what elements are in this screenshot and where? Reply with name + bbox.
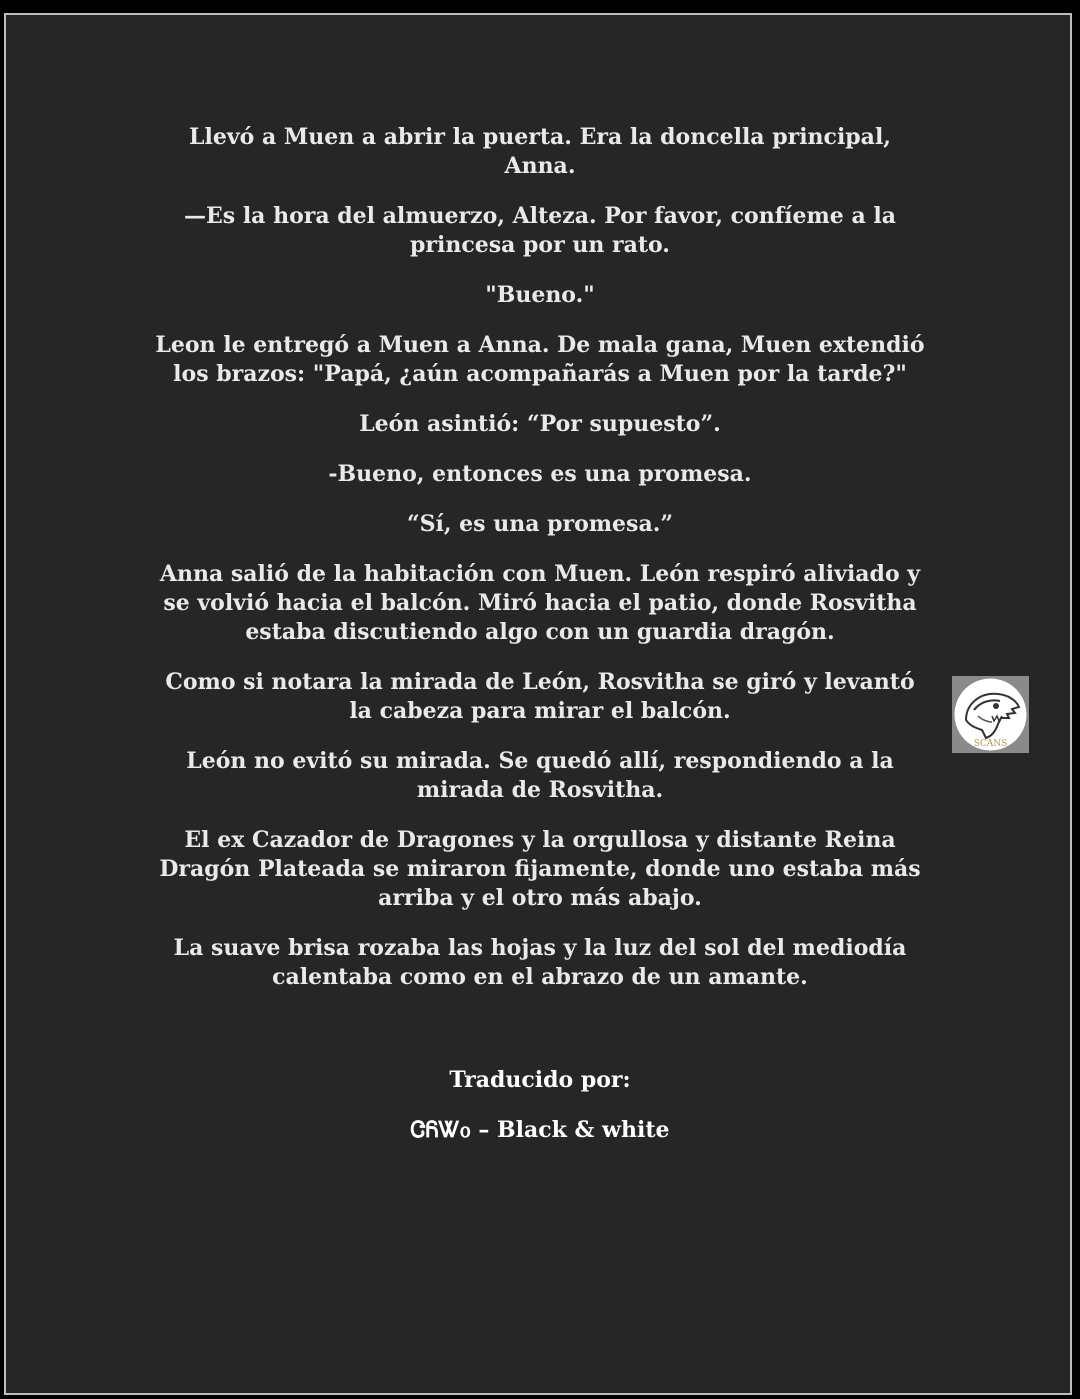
paragraph: Anna salió de la habitación con Muen. León respiró aliviado y se volvió hacia el balcón. Miró hacia el patio, donde Rosvitha estaba discutiendo algo con un guardia dragón.	[159, 561, 921, 645]
paragraph: “Sí, es una promesa.”	[406, 511, 674, 537]
dinosaur-skull-logo-icon	[952, 676, 1029, 753]
paragraph: Llevó a Muen a abrir la puerta. Era la doncella principal, Anna.	[189, 124, 891, 179]
paragraph: Leon le entregó a Muen a Anna. De mala gana, Muen extendió los brazos: "Papá, ¿aún acompañarás a Muen por la tarde?"	[155, 332, 925, 387]
credits-heading: Traducido por:	[449, 1067, 631, 1093]
paragraph: "Bueno."	[485, 282, 595, 308]
svg-text:SCANS: SCANS	[973, 739, 1008, 749]
paragraph: El ex Cazador de Dragones y la orgullosa y distante Reina Dragón Plateada se miraron fijamente, donde uno estaba más arriba y el otro más abajo.	[159, 827, 921, 911]
scans-logo	[952, 676, 1029, 753]
translation-credits	[155, 1066, 925, 1166]
paragraph: Como si notara la mirada de León, Rosvitha se giró y levantó la cabeza para mirar el balcón.	[165, 669, 915, 724]
paragraph: La suave brisa rozaba las hojas y la luz del sol del mediodía calentaba como en el abrazo de un amante.	[173, 935, 907, 990]
paragraph: —Es la hora del almuerzo, Alteza. Por favor, confíeme a la princesa por un rato.	[184, 203, 896, 258]
paragraph: León no evitó su mirada. Se quedó allí, respondiendo a la mirada de Rosvitha.	[186, 748, 894, 803]
paragraph: León asintió: “Por supuesto”.	[359, 411, 721, 437]
translator-name: ᏣᏲᏔ᧐ – Black & white	[410, 1117, 670, 1143]
story-text	[155, 123, 925, 1013]
paragraph: -Bueno, entonces es una promesa.	[328, 461, 752, 487]
